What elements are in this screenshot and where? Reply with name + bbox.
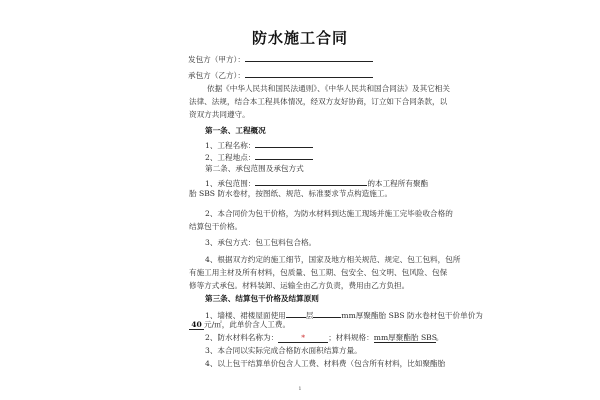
clause-2-4-line-2: 有施工用主材及所有材料，包质量、包工期、包安全、包文明、包风险、包保 <box>189 268 448 277</box>
scope-suffix: 的本工程所有聚酯 <box>367 179 429 188</box>
clause-2-4-line-3: 修等方式承包。材料装卸、运输全由乙方负责，费用由乙方负担。 <box>189 281 410 290</box>
scope-line <box>205 176 428 189</box>
thickness-blank[interactable] <box>313 308 341 318</box>
project-name-label: 1、工程名称： <box>205 141 256 150</box>
clause-3-2-text-b: ；材料规格： <box>328 333 374 342</box>
clause-2-2-line-2: 结算包干价格。 <box>189 222 243 231</box>
material-spec-value[interactable]: mm厚聚酯胎 SBS <box>373 333 437 342</box>
intro-line-2: 法律、法规，结合本工程具体情况，经双方友好协商，订立如下合同条款，以 <box>189 97 448 106</box>
clause-3-1-text-c: mm厚聚酯胎 SBS 防水卷材包干价单价为 <box>341 311 483 320</box>
scope-line-2: 胎 SBS 防水卷材，按图纸、规范、标准要求节点构造施工。 <box>189 189 393 198</box>
party-b-blank[interactable] <box>245 68 373 78</box>
project-name-blank[interactable] <box>255 138 313 148</box>
party-b-label: 承包方（乙方）： <box>188 71 245 80</box>
page-number: 1 <box>298 386 302 392</box>
section-2-title: 第二条、承包范围及承包方式 <box>205 164 304 173</box>
project-location-line <box>205 150 313 163</box>
section-1-title: 第一条、工程概况 <box>205 126 266 135</box>
clause-3-2-text-c: 。 <box>435 333 444 342</box>
intro-line-1: 依据《中华人民共和国民法通则》、《中华人民共和国合同法》及其它相关 <box>207 84 450 93</box>
clause-2-2-line-1: 2、本合同价为包干价格，为防水材料到达施工现场并施工完毕验收合格的 <box>205 209 453 218</box>
party-a-label: 发包方（甲方）： <box>188 55 245 64</box>
clause-2-3: 3、承包方式：包工包料包合格。 <box>205 238 317 247</box>
project-location-label: 2、工程地点： <box>205 153 256 162</box>
clause-3-1-text-b: 层 <box>305 311 314 320</box>
clause-3-2-line <box>205 333 443 343</box>
clause-3-2-text-a: 2、防水材料名称为： <box>205 333 279 342</box>
clause-2-4-line-1: 4、根据双方约定的施工细节，国家及地方相关规范、规定、包工包料，包所 <box>205 255 461 264</box>
clause-3-3: 3、本合同以实际完成合格防水面积结算方量。 <box>205 346 362 355</box>
doc-title: 防水施工合同 <box>251 29 348 47</box>
unit-price-value[interactable]: 40 <box>189 320 204 330</box>
section-3-title: 第三条、结算包干价格及结算原则 <box>205 294 319 303</box>
clause-3-1-text-d: 元/㎡，此单价含人工费。 <box>204 320 291 329</box>
material-name-value[interactable]: * <box>278 333 328 343</box>
clause-3-1-text-a: 1、墙楼、裙楼屋面使用 <box>205 311 286 320</box>
layer-count-blank[interactable] <box>286 308 306 318</box>
clause-3-1-line-2 <box>189 320 290 330</box>
project-location-blank[interactable] <box>255 150 313 160</box>
scope-blank[interactable] <box>255 176 367 186</box>
scope-label: 1、承包范围： <box>205 179 256 188</box>
party-b-line <box>188 68 373 81</box>
party-a-blank[interactable] <box>245 52 373 62</box>
clause-3-4: 4、以上包干结算单价包含人工费、材料费（包含所有材料，比如聚酯胎 <box>205 359 446 368</box>
intro-line-3: 资双方共同遵守。 <box>189 110 250 119</box>
party-a-line <box>188 52 373 65</box>
